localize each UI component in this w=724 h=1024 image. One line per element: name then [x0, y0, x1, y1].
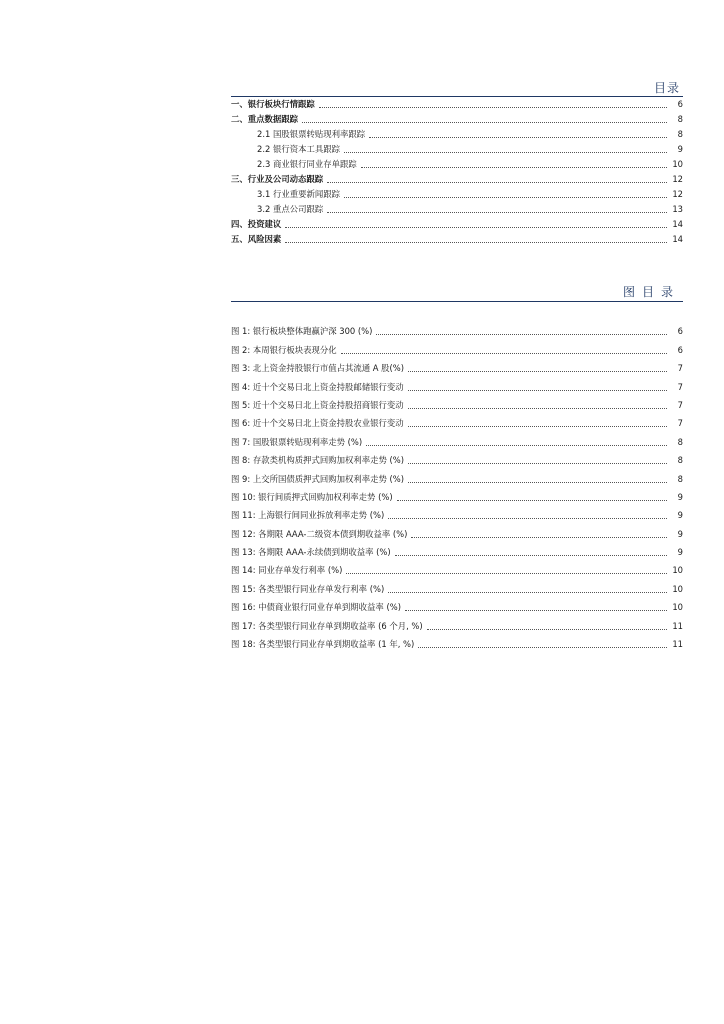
dot-leader [327, 212, 667, 213]
figure-entry[interactable] [231, 467, 683, 485]
figure-entry[interactable] [231, 338, 683, 356]
figure-list-divider [231, 301, 683, 302]
figure-entry-label: 图 16: 中债商业银行同业存单到期收益率 (%) [231, 602, 401, 613]
figure-entry[interactable] [231, 486, 683, 504]
dot-leader [344, 152, 667, 153]
figure-entry[interactable] [231, 375, 683, 393]
dot-leader [411, 537, 667, 538]
figure-entry-page-number: 8 [677, 436, 683, 447]
figure-entry[interactable] [231, 449, 683, 467]
toc-entry-label: 2.3 商业银行同业存单跟踪 [257, 159, 357, 169]
figure-entry-label: 图 14: 同业存单发行利率 (%) [231, 565, 343, 576]
figure-entry[interactable] [231, 522, 683, 540]
figure-list [231, 320, 683, 651]
figure-entry-label: 图 2: 本周银行板块表现分化 [231, 344, 337, 355]
figure-entry-page-number: 9 [677, 547, 683, 558]
figure-entry[interactable] [231, 357, 683, 375]
figure-entry-page-number: 10 [672, 565, 683, 576]
dot-leader [395, 555, 667, 556]
figure-entry[interactable] [231, 394, 683, 412]
toc-entry-page-number: 8 [677, 114, 683, 124]
dot-leader [346, 573, 667, 574]
figure-entry-label: 图 8: 存款类机构质押式回购加权利率走势 (%) [231, 455, 405, 466]
dot-leader [344, 197, 667, 198]
figure-entry-page-number: 7 [677, 381, 683, 392]
toc-entry-page-number: 8 [677, 129, 683, 139]
figure-entry-label: 图 3: 北上资金持股银行市值占其流通 A 股(%) [231, 363, 405, 374]
figure-entry[interactable] [231, 430, 683, 448]
dot-leader [405, 610, 667, 611]
toc-entry-label: 二、重点数据跟踪 [231, 114, 298, 124]
figure-entry-label: 图 15: 各类型银行同业存单发行利率 (%) [231, 583, 385, 594]
figure-entry[interactable] [231, 504, 683, 522]
figure-entry-page-number: 9 [677, 528, 683, 539]
toc-entry-label: 五、风险因素 [231, 234, 282, 244]
toc-entry-page-number: 6 [677, 99, 683, 109]
toc-entry-label: 3.2 重点公司跟踪 [257, 204, 324, 214]
toc-entry[interactable] [231, 96, 683, 111]
toc-entry[interactable] [231, 126, 683, 141]
dot-leader [408, 426, 667, 427]
dot-leader [408, 390, 667, 391]
dot-leader [361, 167, 667, 168]
toc-entry-page-number: 10 [672, 159, 683, 169]
toc-entry[interactable] [231, 156, 683, 171]
dot-leader [285, 242, 667, 243]
figure-entry-label: 图 10: 银行间质押式回购加权利率走势 (%) [231, 491, 393, 502]
figure-entry-label: 图 7: 国股银票转贴现利率走势 (%) [231, 436, 363, 447]
toc-entry-label: 四、投资建议 [231, 219, 282, 229]
figure-entry[interactable] [231, 541, 683, 559]
figure-entry[interactable] [231, 320, 683, 338]
toc-entry-page-number: 14 [672, 219, 683, 229]
figure-entry-page-number: 7 [677, 399, 683, 410]
dot-leader [376, 334, 667, 335]
figure-entry[interactable] [231, 559, 683, 577]
dot-leader [388, 592, 667, 593]
figure-entry-label: 图 12: 各期限 AAA-二级资本债到期收益率 (%) [231, 528, 408, 539]
dot-leader [302, 122, 667, 123]
toc-entry-page-number: 12 [672, 174, 683, 184]
figure-entry-label: 图 13: 各期限 AAA-永续债到期收益率 (%) [231, 547, 391, 558]
toc-title: 目录 [653, 81, 680, 95]
figure-entry-page-number: 10 [672, 583, 683, 594]
figure-entry-label: 图 1: 银行板块整体跑赢沪深 300 (%) [231, 326, 373, 337]
dot-leader [408, 408, 667, 409]
toc-entry-page-number: 9 [677, 144, 683, 154]
figure-entry-page-number: 9 [677, 510, 683, 521]
toc-entry[interactable] [231, 201, 683, 216]
figure-entry-page-number: 7 [677, 363, 683, 374]
figure-entry-page-number: 6 [677, 326, 683, 337]
toc-entry-label: 三、行业及公司动态跟踪 [231, 174, 324, 184]
figure-entry[interactable] [231, 633, 683, 651]
toc-entry[interactable] [231, 231, 683, 246]
dot-leader [397, 500, 667, 501]
figure-entry-label: 图 18: 各类型银行同业存单到期收益率 (1 年, %) [231, 639, 415, 650]
dot-leader [427, 629, 667, 630]
figure-entry-label: 图 17: 各类型银行同业存单到期收益率 (6 个月, %) [231, 620, 423, 631]
toc-entry-page-number: 14 [672, 234, 683, 244]
toc-entry[interactable] [231, 141, 683, 156]
toc-entry-label: 2.2 银行资本工具跟踪 [257, 144, 340, 154]
figure-entry-page-number: 11 [672, 620, 683, 631]
toc-entry-label: 3.1 行业重要新闻跟踪 [257, 189, 340, 199]
figure-entry-label: 图 6: 近十个交易日北上资金持股农业银行变动 [231, 418, 404, 429]
figure-entry-page-number: 7 [677, 418, 683, 429]
toc-entry-page-number: 12 [672, 189, 683, 199]
figure-entry-page-number: 9 [677, 491, 683, 502]
dot-leader [319, 107, 667, 108]
toc-list [231, 96, 683, 246]
dot-leader [366, 445, 667, 446]
figure-list-title: 图目录 [622, 285, 680, 299]
figure-entry-page-number: 8 [677, 473, 683, 484]
figure-entry-label: 图 5: 近十个交易日北上资金持股招商银行变动 [231, 399, 404, 410]
dot-leader [327, 182, 667, 183]
toc-entry-page-number: 13 [672, 204, 683, 214]
dot-leader [418, 647, 667, 648]
figure-entry-page-number: 8 [677, 455, 683, 466]
figure-entry-page-number: 11 [672, 639, 683, 650]
figure-entry-page-number: 6 [677, 344, 683, 355]
dot-leader [341, 353, 667, 354]
dot-leader [285, 227, 667, 228]
dot-leader [408, 463, 667, 464]
toc-entry[interactable] [231, 186, 683, 201]
figure-entry[interactable] [231, 596, 683, 614]
figure-entry-label: 图 4: 近十个交易日北上资金持股邮储银行变动 [231, 381, 404, 392]
figure-entry-label: 图 9: 上交所国债质押式回购加权利率走势 (%) [231, 473, 405, 484]
figure-entry[interactable] [231, 614, 683, 632]
figure-entry[interactable] [231, 577, 683, 595]
toc-entry-label: 2.1 国股银票转贴现利率跟踪 [257, 129, 366, 139]
toc-entry[interactable] [231, 171, 683, 186]
figure-entry-label: 图 11: 上海银行间同业拆放利率走势 (%) [231, 510, 385, 521]
dot-leader [388, 518, 667, 519]
toc-entry[interactable] [231, 216, 683, 231]
figure-entry[interactable] [231, 412, 683, 430]
dot-leader [408, 371, 667, 372]
dot-leader [369, 137, 667, 138]
dot-leader [408, 482, 667, 483]
toc-entry-label: 一、银行板块行情跟踪 [231, 99, 315, 109]
figure-entry-page-number: 10 [672, 602, 683, 613]
toc-entry[interactable] [231, 111, 683, 126]
